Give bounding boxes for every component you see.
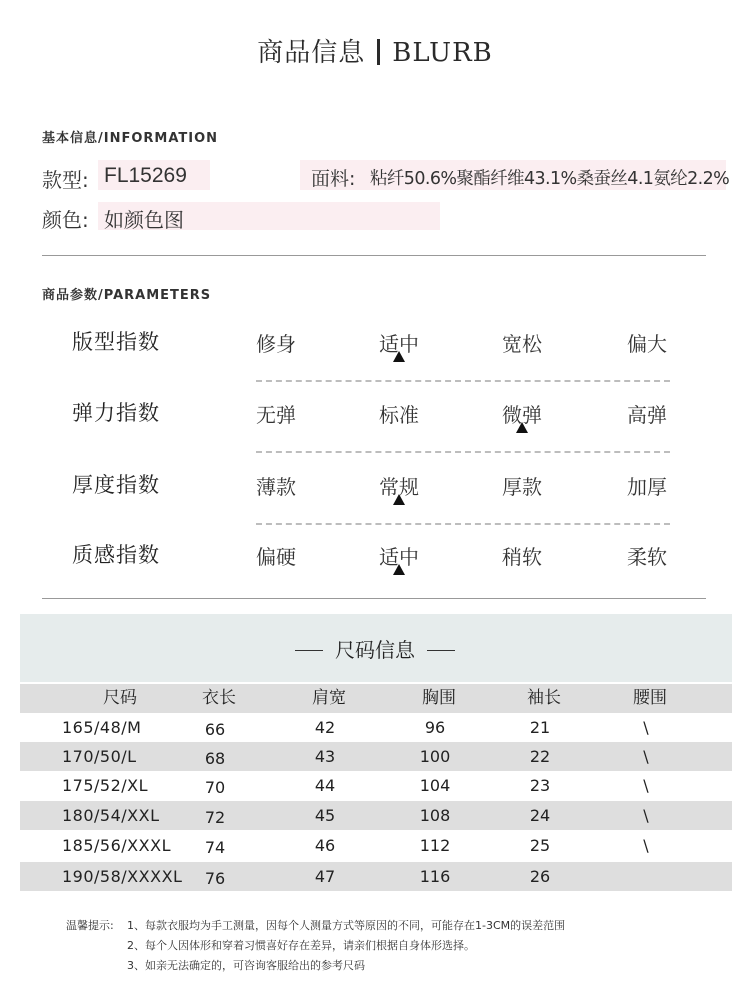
param-option: 厚款 [502,475,542,499]
color-value: 如颜色图 [104,208,184,232]
param-row-dashed-divider [256,523,670,525]
param-selected-marker [516,422,528,433]
size-table-cell: 43 [314,747,336,766]
size-table-header-cell: 腰围 [633,688,667,708]
size-table-cell: 180/54/XXL [62,806,160,825]
size-table-cell: 116 [419,867,451,886]
size-table-header-cell: 衣长 [202,688,236,708]
size-table-cell: 96 [424,718,446,737]
size-table-cell: 66 [204,720,226,739]
size-table-row [20,742,732,771]
param-option: 柔软 [627,545,667,569]
size-table-cell: 44 [314,776,336,795]
param-option: 无弹 [256,403,296,427]
size-table-cell: 175/52/XL [62,776,149,795]
param-row-dashed-divider [256,380,670,382]
size-table-cell: 165/48/M [62,718,142,737]
size-table-row [20,713,732,742]
size-table-header-cell: 尺码 [103,688,137,708]
size-title [0,634,750,663]
param-option: 偏大 [627,332,667,356]
param-label: 质感指数 [72,543,160,567]
color-label: 颜色: [42,208,89,232]
size-table-cell: 108 [419,806,451,825]
size-table-header-cell: 肩宽 [312,688,346,708]
size-table-cell: 25 [529,836,551,855]
size-table-header-cell: 胸围 [422,688,456,708]
size-table-cell: 22 [529,747,551,766]
size-table-cell: 45 [314,806,336,825]
size-title-line-right [427,650,455,651]
size-table-header [20,684,732,713]
title-en: BLURB [392,38,493,68]
size-table-cell: 24 [529,806,551,825]
param-option: 常规 [379,475,419,499]
size-table-cell: \ [643,747,649,766]
notes-prefix: 温馨提示: [66,919,114,932]
page-title [0,32,750,69]
style-value: FL15269 [104,164,187,187]
param-selected-marker [393,351,405,362]
size-title-line-left [295,650,323,651]
size-table-row [20,771,732,800]
size-table-cell: \ [643,806,649,825]
size-table-cell: 26 [529,867,551,886]
size-table-cell: 68 [204,749,226,768]
size-table-row [20,831,732,860]
param-option: 偏硬 [256,545,296,569]
fabric-value: 粘纤50.6%聚酯纤维43.1%桑蚕丝4.1氨纶2.2% [370,169,730,189]
param-row-dashed-divider [256,451,670,453]
param-option: 适中 [379,332,419,356]
note-3: 3、如亲无法确定的，可咨询客服给出的参考尺码 [127,959,365,972]
param-label: 版型指数 [72,330,160,354]
title-cn: 商品信息 [257,38,366,68]
size-table-cell: 70 [204,778,226,797]
size-table-cell: 100 [419,747,451,766]
size-table-cell: \ [643,718,649,737]
param-option: 薄款 [256,475,296,499]
size-table-cell: 23 [529,776,551,795]
size-table-cell: 72 [204,808,226,827]
params-section-title: 商品参数/PARAMETERS [42,288,212,303]
size-table-row [20,862,732,891]
size-table-cell: 185/56/XXXL [62,836,171,855]
note-2: 2、每个人因体形和穿着习惯喜好存在差异，请亲们根据自身体形选择。 [127,939,475,952]
size-table-row [20,801,732,830]
size-table-cell: 21 [529,718,551,737]
size-table-cell: 76 [204,869,226,888]
param-option: 标准 [379,403,419,427]
size-table-cell: 46 [314,836,336,855]
note-1: 1、每款衣服均为手工测量，因每个人测量方式等原因的不同，可能存在1-3CM的误差范围 [127,919,566,932]
size-table-cell: 74 [204,838,226,857]
size-title-text: 尺码信息 [335,638,415,662]
param-option: 加厚 [627,475,667,499]
size-table-cell: 170/50/L [62,747,137,766]
size-table-cell: 112 [419,836,451,855]
size-table-cell: 190/58/XXXXL [62,867,183,886]
param-selected-marker [393,564,405,575]
param-label: 厚度指数 [72,473,160,497]
fabric-label: 面料: [311,168,356,190]
size-table-cell: 104 [419,776,451,795]
divider-params [42,598,706,599]
param-option: 适中 [379,545,419,569]
size-table-cell: \ [643,836,649,855]
param-option: 微弹 [502,403,542,427]
param-option: 宽松 [502,332,542,356]
title-divider [377,39,380,65]
size-table-cell: 47 [314,867,336,886]
param-option: 修身 [256,332,296,356]
param-selected-marker [393,494,405,505]
style-label: 款型: [42,168,89,192]
param-label: 弹力指数 [72,401,160,425]
param-option: 高弹 [627,403,667,427]
size-table-cell: \ [643,776,649,795]
info-section-title: 基本信息/INFORMATION [42,131,219,146]
param-option: 稍软 [502,545,542,569]
size-table-cell: 42 [314,718,336,737]
size-table-header-cell: 袖长 [527,688,561,708]
divider-info [42,255,706,256]
